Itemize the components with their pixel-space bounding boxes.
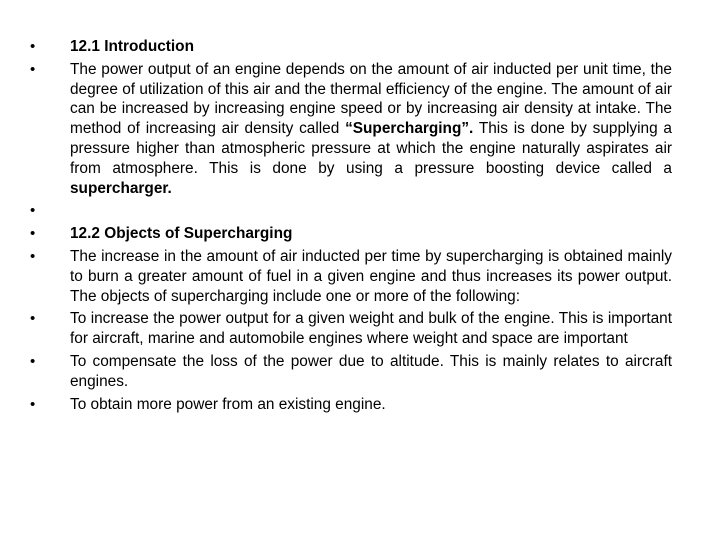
intro-text-part-2: This is done by supplying a pressure higher than atmospheric pressure at which the engine naturally aspirates air from atmosphere. This is done by using a pressure boosting device called a xyxy=(70,120,672,177)
bullet-list xyxy=(30,37,672,414)
intro-bold-supercharger: supercharger. xyxy=(70,179,172,197)
bullet-icon: • xyxy=(30,247,36,265)
bullet-icon: • xyxy=(30,38,36,55)
bullet-item-intro-heading xyxy=(30,37,672,57)
bullet-item-objective-altitude xyxy=(30,352,672,392)
bullet-icon: • xyxy=(30,60,36,78)
objects-intro-text: The increase in the amount of air inducted per time by supercharging is obtained mainly to burn a greater amount of fuel in a given engine and thus increases its power output. The objects of supercharging include one or more of the following: xyxy=(70,247,672,305)
objective-altitude-text: To compensate the loss of the power due to altitude. This is mainly relates to aircraft engines. xyxy=(70,352,672,390)
bullet-icon: • xyxy=(30,395,36,413)
bullet-item-objective-power-weight xyxy=(30,309,672,349)
bullet-item-empty xyxy=(30,201,672,221)
bullet-icon: • xyxy=(30,225,36,243)
bullet-icon: • xyxy=(30,310,36,328)
objective-power-weight-text: To increase the power output for a given weight and bulk of the engine. This is important for aircraft, marine and automobile engines where weight and space are important xyxy=(70,310,672,348)
bullet-item-intro-paragraph xyxy=(30,60,672,199)
objective-more-power-text: To obtain more power from an existing engine. xyxy=(70,395,386,413)
intro-bold-supercharging: “Supercharging”. xyxy=(345,120,474,138)
section-heading-introduction: 12.1 Introduction xyxy=(70,38,194,55)
intro-text-part-1: The power output of an engine depends on the amount of air inducted per unit time, the degree of utilization of this air and the thermal efficiency of the engine. The amount of air can be increased by increasing engine speed or by increasing air density at intake. The method of increasing air density called xyxy=(70,60,672,138)
bullet-icon: • xyxy=(30,202,36,220)
bullet-icon: • xyxy=(30,352,36,370)
bullet-item-objects-intro xyxy=(30,247,672,306)
section-heading-objects: 12.2 Objects of Supercharging xyxy=(70,225,293,243)
bullet-item-objective-more-power xyxy=(30,395,672,415)
bullet-item-objects-heading xyxy=(30,224,672,244)
